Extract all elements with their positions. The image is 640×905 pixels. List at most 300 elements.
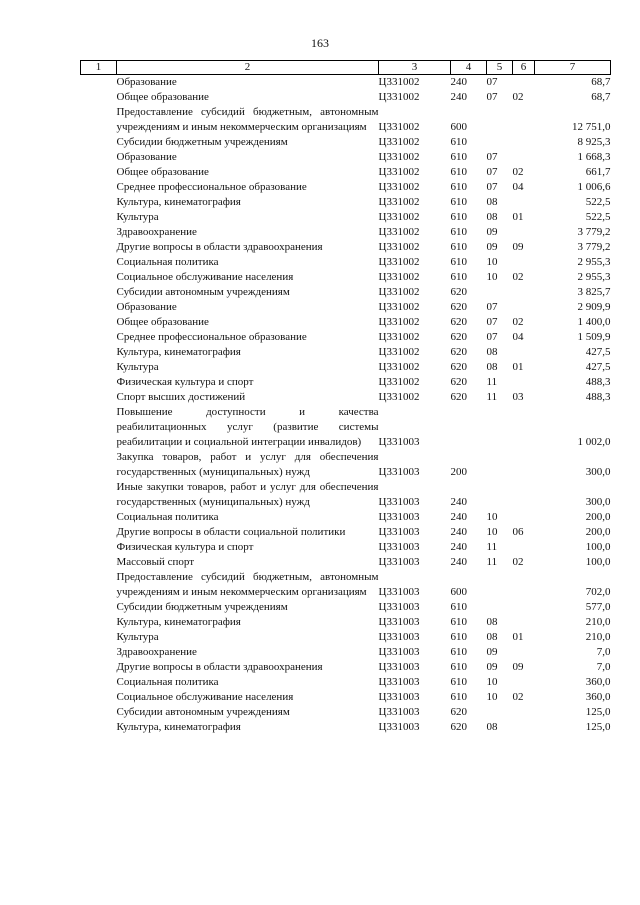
row-name: Предоставление субсидий бюджетным, автономным учреждениям и иным некоммерческим организациям [116, 571, 379, 598]
target-article-code: Ц331002 [378, 346, 420, 358]
section-code: 07 [486, 166, 498, 178]
row-name: Социальная политика [116, 256, 219, 268]
subsection-code [513, 720, 535, 735]
subsection-code [513, 195, 535, 210]
amount: 2 955,3 [577, 271, 611, 283]
table-row [81, 330, 611, 345]
row-name: Среднее профессиональное образование [116, 181, 307, 193]
amount: 427,5 [585, 361, 611, 373]
expense-type-code: 610 [450, 631, 467, 643]
budget-table [80, 60, 611, 735]
expense-type-code: 610 [450, 616, 467, 628]
expense-type-code: 620 [450, 316, 467, 328]
row-number-cell [81, 135, 117, 150]
amount: 427,5 [585, 346, 611, 358]
target-article-code: Ц331002 [378, 271, 420, 283]
subsection-code [513, 600, 535, 615]
row-number-cell [81, 105, 117, 135]
row-number-cell [81, 285, 117, 300]
table-header [81, 61, 611, 75]
table-row [81, 180, 611, 195]
expense-type-code: 620 [450, 706, 467, 718]
table-row [81, 195, 611, 210]
row-name: Социальная политика [116, 676, 219, 688]
amount: 360,0 [585, 691, 611, 703]
row-number-cell [81, 255, 117, 270]
subsection-code [513, 540, 535, 555]
row-name: Физическая культура и спорт [116, 376, 254, 388]
row-number-cell [81, 90, 117, 105]
target-article-code: Ц331003 [378, 691, 420, 703]
table-row [81, 645, 611, 660]
target-article-code: Ц331003 [378, 676, 420, 688]
row-number-cell [81, 480, 117, 510]
expense-type-code: 240 [450, 556, 467, 568]
subsection-code [513, 645, 535, 660]
row-name: Культура [116, 361, 159, 373]
section-code: 09 [486, 646, 498, 658]
table-row [81, 720, 611, 735]
expense-type-code: 610 [450, 226, 467, 238]
subsection-code [513, 705, 535, 720]
target-article-code: Ц331003 [378, 706, 420, 718]
expense-type-code: 610 [450, 256, 467, 268]
section-code [487, 135, 513, 150]
amount: 1 400,0 [577, 316, 611, 328]
section-code: 07 [486, 301, 498, 313]
expense-type-code: 200 [450, 466, 467, 478]
subsection-code [513, 615, 535, 630]
expense-type-code: 610 [450, 166, 467, 178]
section-code [487, 285, 513, 300]
amount: 360,0 [585, 676, 611, 688]
amount: 100,0 [585, 556, 611, 568]
row-number-cell [81, 210, 117, 225]
amount: 3 779,2 [577, 226, 611, 238]
row-number-cell [81, 525, 117, 540]
section-code [487, 450, 513, 480]
expense-type-code: 610 [450, 211, 467, 223]
section-code: 10 [486, 676, 498, 688]
target-article-code: Ц331002 [378, 196, 420, 208]
section-code: 10 [486, 271, 498, 283]
subsection-code [513, 405, 535, 450]
subsection-code [513, 375, 535, 390]
table-row [81, 480, 611, 510]
row-name: Предоставление субсидий бюджетным, автономным учреждениям и иным некоммерческим организациям [116, 106, 379, 133]
subsection-code: 02 [512, 91, 524, 103]
target-article-code: Ц331002 [378, 241, 420, 253]
section-code: 09 [486, 661, 498, 673]
target-article-code: Ц331002 [378, 391, 420, 403]
column-header: 1 [81, 61, 117, 75]
expense-type-code: 600 [450, 121, 467, 133]
amount: 8 925,3 [577, 136, 611, 148]
row-name: Культура [116, 211, 159, 223]
amount: 661,7 [585, 166, 611, 178]
section-code: 11 [486, 556, 498, 568]
table-row [81, 345, 611, 360]
expense-type-code: 620 [450, 721, 467, 733]
section-code [487, 405, 513, 450]
subsection-code [513, 300, 535, 315]
expense-type-code: 610 [450, 676, 467, 688]
target-article-code: Ц331002 [378, 166, 420, 178]
row-number-cell [81, 345, 117, 360]
subsection-code [513, 225, 535, 240]
subsection-code: 02 [512, 691, 524, 703]
table-row [81, 105, 611, 135]
table-row [81, 555, 611, 570]
table-row [81, 405, 611, 450]
section-code: 07 [486, 76, 498, 88]
expense-type-code: 620 [450, 376, 467, 388]
section-code: 07 [486, 316, 498, 328]
row-name: Культура [116, 631, 159, 643]
expense-type-code: 240 [450, 91, 467, 103]
table-row [81, 630, 611, 645]
amount: 522,5 [585, 196, 611, 208]
subsection-code: 01 [512, 631, 524, 643]
table-row [81, 135, 611, 150]
subsection-code: 01 [512, 211, 524, 223]
amount: 2 909,9 [577, 301, 611, 313]
row-name: Другие вопросы в области здравоохранения [116, 661, 323, 673]
subsection-code: 03 [512, 391, 524, 403]
target-article-code: Ц331003 [378, 646, 420, 658]
row-name: Общее образование [116, 316, 209, 328]
subsection-code [513, 150, 535, 165]
section-code: 07 [486, 331, 498, 343]
row-name: Субсидии автономным учреждениям [116, 286, 290, 298]
section-code: 07 [486, 181, 498, 193]
target-article-code: Ц331003 [378, 541, 420, 553]
row-number-cell [81, 360, 117, 375]
column-header: 3 [379, 61, 451, 75]
row-number-cell [81, 510, 117, 525]
expense-type-code: 240 [450, 76, 467, 88]
table-row [81, 660, 611, 675]
row-number-cell [81, 690, 117, 705]
expense-type-code: 610 [450, 181, 467, 193]
section-code: 11 [486, 376, 498, 388]
subsection-code: 02 [512, 316, 524, 328]
table-row [81, 525, 611, 540]
target-article-code: Ц331002 [378, 331, 420, 343]
table-row [81, 165, 611, 180]
expense-type-code: 240 [450, 541, 467, 553]
table-row [81, 510, 611, 525]
subsection-code: 09 [512, 241, 524, 253]
column-header: 7 [535, 61, 611, 75]
row-number-cell [81, 270, 117, 285]
row-number-cell [81, 180, 117, 195]
section-code: 10 [486, 256, 498, 268]
row-name: Субсидии бюджетным учреждениям [116, 136, 288, 148]
expense-type-code: 620 [450, 346, 467, 358]
column-header: 4 [451, 61, 487, 75]
amount: 68,7 [591, 91, 611, 103]
table-body [81, 75, 611, 736]
subsection-code [513, 105, 535, 135]
section-code: 08 [486, 721, 498, 733]
row-number-cell [81, 615, 117, 630]
subsection-code [513, 255, 535, 270]
section-code: 10 [486, 511, 498, 523]
amount: 1 668,3 [577, 151, 611, 163]
table-row [81, 360, 611, 375]
expense-type-code: 620 [450, 331, 467, 343]
amount: 3 825,7 [577, 286, 611, 298]
target-article-code: Ц331002 [378, 121, 420, 133]
target-article-code: Ц331002 [378, 376, 420, 388]
subsection-code: 04 [512, 181, 524, 193]
table-row [81, 375, 611, 390]
row-name: Культура, кинематография [116, 616, 241, 628]
row-number-cell [81, 165, 117, 180]
section-code: 10 [486, 526, 498, 538]
section-code: 09 [486, 241, 498, 253]
target-article-code: Ц331002 [378, 181, 420, 193]
row-name: Здравоохранение [116, 226, 197, 238]
row-name: Социальное обслуживание населения [116, 271, 294, 283]
row-name: Субсидии автономным учреждениям [116, 706, 290, 718]
target-article-code: Ц331003 [378, 436, 420, 448]
subsection-code: 02 [512, 271, 524, 283]
row-name: Образование [116, 301, 177, 313]
row-name: Массовый спорт [116, 556, 195, 568]
row-number-cell [81, 555, 117, 570]
expense-type-code [451, 405, 487, 450]
target-article-code: Ц331003 [378, 616, 420, 628]
expense-type-code: 620 [450, 361, 467, 373]
row-number-cell [81, 630, 117, 645]
row-number-cell [81, 195, 117, 210]
section-code: 08 [486, 631, 498, 643]
expense-type-code: 240 [450, 511, 467, 523]
amount: 200,0 [585, 511, 611, 523]
table-row [81, 540, 611, 555]
row-name: Образование [116, 76, 177, 88]
target-article-code: Ц331002 [378, 151, 420, 163]
target-article-code: Ц331003 [378, 496, 420, 508]
amount: 100,0 [585, 541, 611, 553]
row-name: Социальное обслуживание населения [116, 691, 294, 703]
subsection-code: 09 [512, 661, 524, 673]
section-code: 07 [486, 91, 498, 103]
row-name: Здравоохранение [116, 646, 197, 658]
subsection-code: 02 [512, 166, 524, 178]
row-number-cell [81, 300, 117, 315]
table-row [81, 315, 611, 330]
target-article-code: Ц331002 [378, 226, 420, 238]
row-name: Иные закупки товаров, работ и услуг для обеспечения государственных (муниципальных) нужд [116, 481, 379, 508]
section-code: 08 [486, 616, 498, 628]
section-code [487, 105, 513, 135]
section-code [487, 600, 513, 615]
target-article-code: Ц331002 [378, 286, 420, 298]
column-number-row [81, 61, 611, 75]
amount: 577,0 [585, 601, 611, 613]
expense-type-code: 610 [450, 136, 467, 148]
target-article-code: Ц331002 [378, 256, 420, 268]
row-number-cell [81, 375, 117, 390]
expense-type-code: 240 [450, 496, 467, 508]
table-row [81, 570, 611, 600]
table-row [81, 150, 611, 165]
expense-type-code: 610 [450, 691, 467, 703]
amount: 210,0 [585, 631, 611, 643]
row-name: Субсидии бюджетным учреждениям [116, 601, 288, 613]
table-row [81, 390, 611, 405]
row-name: Культура, кинематография [116, 721, 241, 733]
amount: 200,0 [585, 526, 611, 538]
target-article-code: Ц331002 [378, 361, 420, 373]
table-row [81, 285, 611, 300]
target-article-code: Ц331002 [378, 91, 420, 103]
subsection-code: 02 [512, 556, 524, 568]
row-number-cell [81, 570, 117, 600]
table-row [81, 690, 611, 705]
row-number-cell [81, 330, 117, 345]
expense-type-code: 610 [450, 271, 467, 283]
target-article-code: Ц331003 [378, 526, 420, 538]
amount: 125,0 [585, 706, 611, 718]
target-article-code: Ц331002 [378, 211, 420, 223]
table-row [81, 240, 611, 255]
column-header: 2 [117, 61, 379, 75]
subsection-code [513, 135, 535, 150]
page-number: 163 [311, 36, 329, 50]
subsection-code [513, 510, 535, 525]
section-code: 11 [486, 541, 498, 553]
target-article-code: Ц331003 [378, 556, 420, 568]
row-name: Другие вопросы в области социальной политики [116, 526, 346, 538]
table-row [81, 300, 611, 315]
table-row [81, 600, 611, 615]
amount: 12 751,0 [572, 121, 611, 133]
expense-type-code: 600 [450, 586, 467, 598]
amount: 68,7 [591, 76, 611, 88]
row-number-cell [81, 720, 117, 735]
expense-type-code: 620 [450, 301, 467, 313]
table-row [81, 705, 611, 720]
amount: 300,0 [585, 496, 611, 508]
expense-type-code: 620 [450, 286, 467, 298]
amount: 488,3 [585, 376, 611, 388]
row-name: Повышение доступности и качества реабилитационных услуг (развитие системы реабилитации и социальной интеграции инвалидов) [116, 406, 379, 448]
subsection-code: 01 [512, 361, 524, 373]
target-article-code: Ц331003 [378, 721, 420, 733]
table-row [81, 90, 611, 105]
table-row [81, 255, 611, 270]
subsection-code [513, 570, 535, 600]
expense-type-code: 610 [450, 151, 467, 163]
row-number-cell [81, 540, 117, 555]
expense-type-code: 240 [450, 526, 467, 538]
amount: 7,0 [596, 646, 611, 658]
amount: 300,0 [585, 466, 611, 478]
expense-type-code: 610 [450, 646, 467, 658]
target-article-code: Ц331003 [378, 586, 420, 598]
amount: 3 779,2 [577, 241, 611, 253]
section-code: 08 [486, 196, 498, 208]
target-article-code: Ц331002 [378, 136, 420, 148]
table-row [81, 450, 611, 480]
row-number-cell [81, 450, 117, 480]
table-row [81, 675, 611, 690]
target-article-code: Ц331002 [378, 301, 420, 313]
row-name: Спорт высших достижений [116, 391, 246, 403]
amount: 1 002,0 [577, 436, 611, 448]
target-article-code: Ц331003 [378, 631, 420, 643]
section-code: 08 [486, 361, 498, 373]
expense-type-code: 610 [450, 601, 467, 613]
row-name: Общее образование [116, 166, 209, 178]
row-number-cell [81, 225, 117, 240]
subsection-code [513, 480, 535, 510]
target-article-code: Ц331002 [378, 76, 420, 88]
section-code: 10 [486, 691, 498, 703]
amount: 1 509,9 [577, 331, 611, 343]
target-article-code: Ц331003 [378, 466, 420, 478]
section-code [487, 480, 513, 510]
column-header: 6 [513, 61, 535, 75]
subsection-code [513, 345, 535, 360]
row-name: Другие вопросы в области здравоохранения [116, 241, 323, 253]
row-number-cell [81, 600, 117, 615]
target-article-code: Ц331003 [378, 661, 420, 673]
row-name: Физическая культура и спорт [116, 541, 254, 553]
row-number-cell [81, 150, 117, 165]
expense-type-code: 620 [450, 391, 467, 403]
expense-type-code: 610 [450, 196, 467, 208]
table-row [81, 210, 611, 225]
amount: 1 006,6 [577, 181, 611, 193]
row-name: Среднее профессиональное образование [116, 331, 307, 343]
table-row [81, 615, 611, 630]
row-number-cell [81, 240, 117, 255]
subsection-code: 04 [512, 331, 524, 343]
section-code: 07 [486, 151, 498, 163]
section-code: 08 [486, 211, 498, 223]
subsection-code: 06 [512, 526, 524, 538]
target-article-code: Ц331003 [378, 511, 420, 523]
row-name: Закупка товаров, работ и услуг для обеспечения государственных (муниципальных) нужд [116, 451, 379, 478]
row-name: Общее образование [116, 91, 209, 103]
row-number-cell [81, 390, 117, 405]
row-number-cell [81, 75, 117, 91]
row-number-cell [81, 315, 117, 330]
subsection-code [513, 675, 535, 690]
target-article-code: Ц331003 [378, 601, 420, 613]
amount: 7,0 [596, 661, 611, 673]
row-name: Образование [116, 151, 177, 163]
section-code: 11 [486, 391, 498, 403]
row-name: Культура, кинематография [116, 346, 241, 358]
amount: 2 955,3 [577, 256, 611, 268]
section-code [487, 705, 513, 720]
row-name: Культура, кинематография [116, 196, 241, 208]
row-number-cell [81, 675, 117, 690]
expense-type-code: 610 [450, 241, 467, 253]
column-header: 5 [487, 61, 513, 75]
table-row [81, 225, 611, 240]
row-number-cell [81, 405, 117, 450]
amount: 702,0 [585, 586, 611, 598]
amount: 125,0 [585, 721, 611, 733]
subsection-code [513, 285, 535, 300]
